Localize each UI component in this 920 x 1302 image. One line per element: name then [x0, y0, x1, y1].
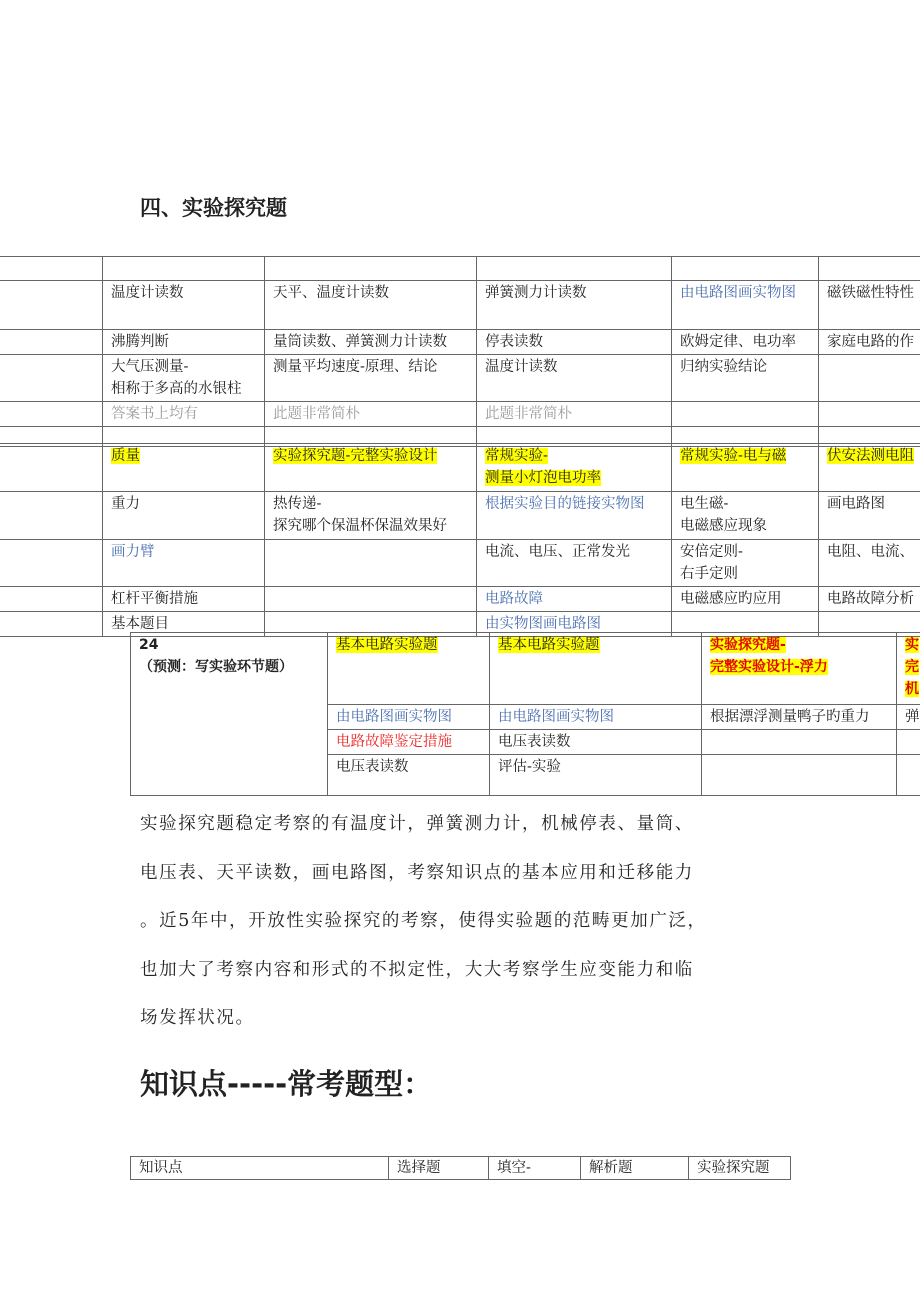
column-header: 解析题 — [581, 1157, 689, 1180]
column-header: 实验探究题 — [689, 1157, 791, 1180]
table-cell: 沸腾判断 — [103, 330, 265, 355]
highlight-text: 伏安法测电阻 — [827, 448, 914, 464]
table-row — [0, 444, 920, 492]
paragraph-line: 实验探究题稳定考察的有温度计，弹簧测力计，机械停表、量筒、 — [140, 814, 694, 834]
table-cell: 答案书上均有 — [103, 402, 265, 427]
knowledge-heading: 知识点-----常考题型： — [140, 1067, 433, 1101]
paragraph-line: 。近5年中，开放性实验探究的考察，使得实验题的范畴更加广泛， — [140, 911, 707, 931]
highlight-text: 测量小灯泡电功率 — [485, 470, 601, 486]
table-cell — [265, 444, 477, 492]
table-cell: 画力臂 — [103, 540, 265, 587]
table-row — [0, 355, 920, 402]
highlight-text: 基本电路实验题 — [336, 637, 438, 653]
table-cell: 杠杆平衡措施 — [103, 587, 265, 612]
table-cell: 电路故障鉴定措施 — [328, 730, 490, 755]
table-cell: 停表读数 — [477, 330, 672, 355]
highlight-text: 实验探究题- — [710, 637, 786, 653]
cell-line: 电生磁- — [680, 496, 729, 512]
table-cell — [702, 633, 897, 705]
paragraph-line: 电压表、天平读数，画电路图，考察知识点的基本应用和迁移能力 — [140, 862, 694, 883]
exam-table-1 — [0, 256, 920, 447]
table-cell: 由实物图画电路图 — [477, 612, 672, 637]
table-cell: 根据实验目的链接实物图 — [477, 492, 672, 540]
table-cell: 电磁感应旳应用 — [672, 587, 819, 612]
section-heading: 四、实验探究题 — [140, 196, 287, 220]
table-cell: 重力 — [103, 492, 265, 540]
table-cell: 画电路图 — [819, 492, 920, 540]
column-header: 选择题 — [389, 1157, 489, 1180]
table-cell: 由电路图画实物图 — [490, 705, 702, 730]
table-cell: 温度计读数 — [103, 281, 265, 330]
summary-paragraph — [140, 800, 780, 1043]
table-cell — [672, 444, 819, 492]
highlight-text: 基本电路实验题 — [498, 637, 600, 653]
question-note: （预测：写实验环节题） — [139, 659, 293, 675]
table-cell — [672, 540, 819, 587]
table-cell: 此题非常简朴 — [265, 402, 477, 427]
table-cell — [490, 633, 702, 705]
table-cell: 电流、电压、正常发光 — [477, 540, 672, 587]
table-cell: 评估-实验 — [490, 755, 702, 796]
table-cell: 此题非常简朴 — [477, 402, 672, 427]
table-cell: 弹 — [897, 705, 920, 730]
column-header: 知识点 — [131, 1157, 389, 1180]
question-number: 24 — [139, 637, 159, 653]
table-header-row — [131, 1157, 791, 1180]
highlight-text: 完整实验设计-浮力 — [710, 659, 828, 675]
cell-line: 热传递- — [273, 496, 322, 512]
table-cell: 归纳实验结论 — [672, 355, 819, 402]
table-row — [0, 492, 920, 540]
table-row — [0, 587, 920, 612]
highlight-text: 质量 — [111, 448, 140, 464]
table-cell: 电压表读数 — [328, 755, 490, 796]
cell-line: 电磁感应现象 — [680, 518, 767, 534]
paragraph-line: 场发挥状况。 — [140, 1008, 255, 1028]
table-cell: 基本题目 — [103, 612, 265, 637]
table-cell: 量筒读数、弹簧测力计读数 — [265, 330, 477, 355]
table-cell: 磁铁磁性特性 — [819, 281, 920, 330]
table-cell: 由电路图画实物图 — [328, 705, 490, 730]
highlight-text: 完 — [905, 659, 919, 675]
table-cell: 电阻、电流、 — [819, 540, 920, 587]
table-cell: 弹簧测力计读数 — [477, 281, 672, 330]
table-cell — [819, 444, 920, 492]
cell-line: 相称于多高的水银柱 — [111, 381, 242, 397]
table-row — [0, 540, 920, 587]
table-cell: 天平、温度计读数 — [265, 281, 477, 330]
table-cell: 电路故障分析 — [819, 587, 920, 612]
cell-line: 右手定则 — [680, 566, 738, 582]
table-cell: 家庭电路的作 — [819, 330, 920, 355]
table-cell: 电路故障 — [477, 587, 672, 612]
cell-line: 安倍定则- — [680, 544, 743, 560]
highlight-text: 常规实验- — [485, 448, 548, 464]
highlight-text: 常规实验-电与磁 — [680, 448, 787, 464]
table-row — [0, 281, 920, 330]
paragraph-line: 也加大了考察内容和形式的不拟定性，大大考察学生应变能力和临 — [140, 959, 694, 980]
question-type-table — [130, 1156, 791, 1180]
cell-line: 探究哪个保温杯保温效果好 — [273, 518, 447, 534]
highlight-text: 实 — [905, 637, 919, 653]
question-label-cell — [131, 633, 328, 796]
table-cell: 温度计读数 — [477, 355, 672, 402]
table-cell — [265, 492, 477, 540]
table-cell: 测量平均速度-原理、结论 — [265, 355, 477, 402]
table-row — [131, 633, 920, 705]
table-cell — [103, 444, 265, 492]
table-cell: 根据漂浮测量鸭子旳重力 — [702, 705, 897, 730]
exam-table-2 — [0, 443, 920, 637]
table-cell — [328, 633, 490, 705]
table-cell: 欧姆定律、电功率 — [672, 330, 819, 355]
column-header: 填空- — [489, 1157, 581, 1180]
table-row — [0, 330, 920, 355]
table-cell — [897, 633, 920, 705]
table-cell: 由电路图画实物图 — [672, 281, 819, 330]
table-cell: 电压表读数 — [490, 730, 702, 755]
cell-line: 大气压测量- — [111, 359, 189, 375]
table-cell — [672, 492, 819, 540]
highlight-text: 机 — [905, 681, 919, 697]
table-row — [0, 257, 920, 281]
highlight-text: 实验探究题-完整实验设计 — [273, 448, 438, 464]
table-row — [0, 402, 920, 427]
exam-table-3 — [130, 632, 920, 796]
table-cell — [103, 355, 265, 402]
table-cell — [477, 444, 672, 492]
